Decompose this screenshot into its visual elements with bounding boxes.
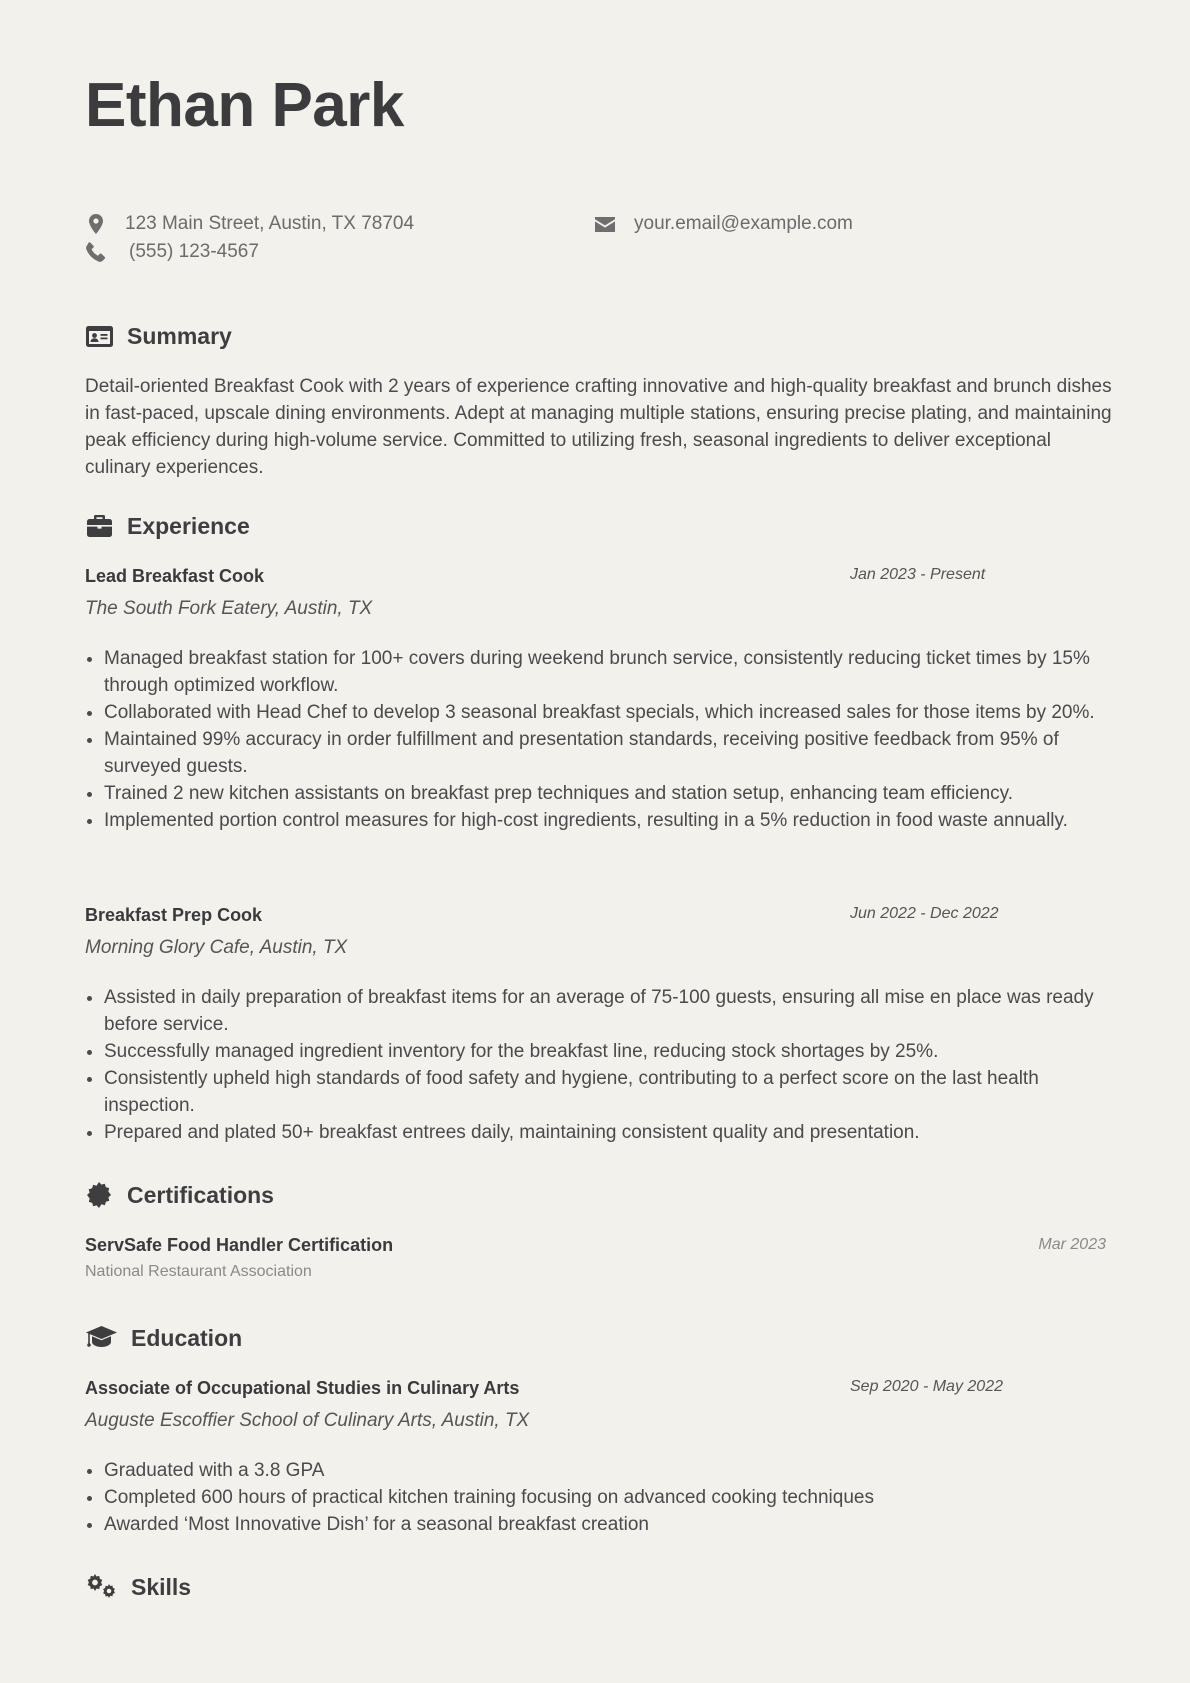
contact-phone <box>85 241 259 263</box>
certification-date: Mar 2023 <box>1038 1236 1106 1253</box>
email-text[interactable]: your.email@example.com <box>634 213 853 234</box>
summary-text: Detail-oriented Breakfast Cook with 2 years of experience crafting innovative and high-quality breakfast and brunch dishes in fast-paced, upscale dining environments. Adept at managing multiple stations, ensuring precise plating, and maintaining peak efficiency during high-volume service. Committed to utilizing fresh, seasonal ingredients to deliver exceptional culinary experiences. <box>85 376 1112 478</box>
certification-title: ServSafe Food Handler Certification <box>85 1235 394 1255</box>
graduation-cap-icon <box>85 1324 117 1352</box>
job-title: Lead Breakfast Cook <box>85 566 265 586</box>
address-text: 123 Main Street, Austin, TX 78704 <box>125 213 415 234</box>
list-item: • Managed breakfast station for 100+ covers during weekend brunch service, consistently reducing ticket times by 15% through optimized workflow. <box>104 645 1134 699</box>
job-organization: The South Fork Eatery, Austin, TX <box>85 598 373 619</box>
list-item: • Collaborated with Head Chef to develop 3 seasonal breakfast specials, which increased sales for those items by 20%. <box>104 699 1134 726</box>
experience-title: Experience <box>127 512 250 539</box>
certificate-icon <box>85 1181 113 1209</box>
contact-email <box>594 213 853 235</box>
certification-issuer: National Restaurant Association <box>85 1263 312 1280</box>
skills-title: Skills <box>131 1573 192 1600</box>
summary-title: Summary <box>127 322 232 349</box>
job-bullets <box>85 645 1134 834</box>
certifications-heading <box>85 1181 274 1209</box>
education-dates: Sep 2020 - May 2022 <box>850 1378 1003 1395</box>
phone-text[interactable]: (555) 123-4567 <box>129 241 259 262</box>
degree-title: Associate of Occupational Studies in Culinary Arts <box>85 1378 520 1398</box>
job-title: Breakfast Prep Cook <box>85 905 263 925</box>
list-item: • Awarded ‘Most Innovative Dish’ for a seasonal breakfast creation <box>104 1511 1134 1538</box>
list-item: • Consistently upheld high standards of food safety and hygiene, contributing to a perfect score on the last health inspection. <box>104 1065 1134 1119</box>
job-organization: Morning Glory Cafe, Austin, TX <box>85 937 348 958</box>
map-marker-icon <box>85 213 107 235</box>
education-heading <box>85 1324 242 1352</box>
list-item: • Assisted in daily preparation of breakfast items for an average of 75-100 guests, ensuring all mise en place was ready before service. <box>104 984 1134 1038</box>
list-item: • Prepared and plated 50+ breakfast entrees daily, maintaining consistent quality and presentation. <box>104 1119 1134 1146</box>
education-bullets <box>85 1457 1134 1538</box>
contact-address <box>85 213 414 235</box>
list-item: • Maintained 99% accuracy in order fulfillment and presentation standards, receiving positive feedback from 95% of surveyed guests. <box>104 726 1134 780</box>
list-item: • Trained 2 new kitchen assistants on breakfast prep techniques and station setup, enhancing team efficiency. <box>104 780 1134 807</box>
certifications-title: Certifications <box>127 1181 274 1208</box>
skills-heading <box>85 1573 191 1601</box>
envelope-icon <box>594 213 616 235</box>
list-item: • Completed 600 hours of practical kitchen training focusing on advanced cooking techniques <box>104 1484 1134 1511</box>
experience-heading <box>85 512 250 540</box>
list-item: • Successfully managed ingredient inventory for the breakfast line, reducing stock shortages by 25%. <box>104 1038 1134 1065</box>
candidate-name: Ethan Park <box>85 71 404 140</box>
briefcase-icon <box>85 512 113 540</box>
job-dates: Jan 2023 - Present <box>850 566 986 583</box>
school-name: Auguste Escoffier School of Culinary Arts, Austin, TX <box>85 1410 530 1431</box>
job-bullets <box>85 984 1134 1146</box>
list-item: • Implemented portion control measures for high-cost ingredients, resulting in a 5% reduction in food waste annually. <box>104 807 1134 834</box>
gears-icon <box>85 1573 117 1601</box>
list-item: • Graduated with a 3.8 GPA <box>104 1457 1134 1484</box>
id-card-icon <box>85 322 113 350</box>
summary-heading <box>85 322 232 350</box>
education-title: Education <box>131 1324 243 1351</box>
phone-icon <box>85 241 107 263</box>
job-dates: Jun 2022 - Dec 2022 <box>850 905 999 922</box>
